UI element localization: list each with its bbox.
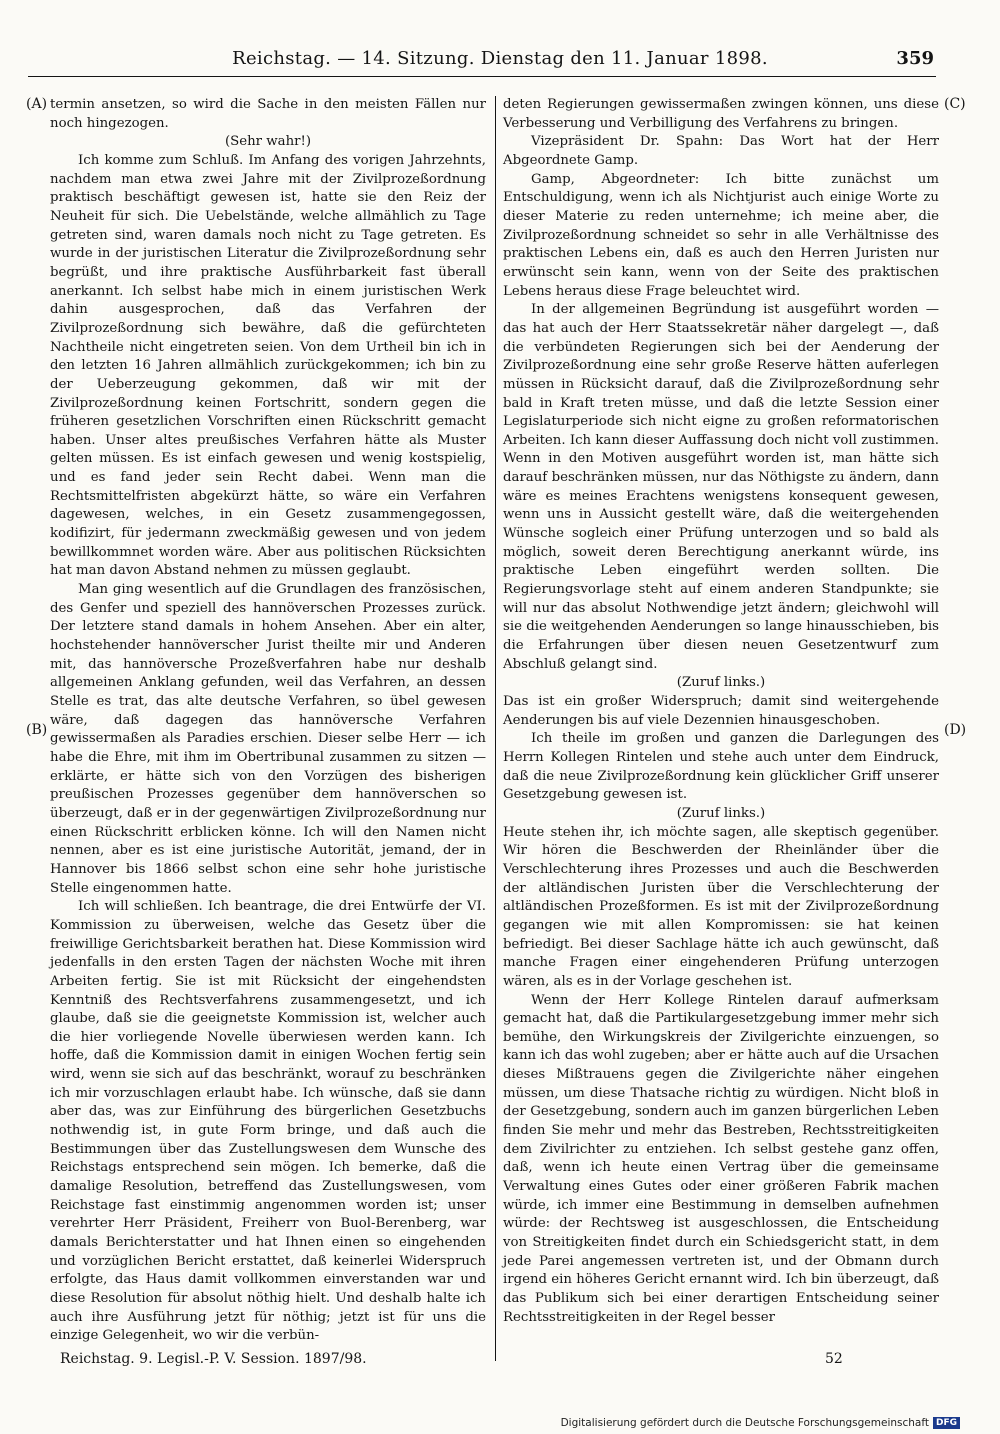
credit-text: Digitalisierung gefördert durch die Deutsche Forschungsgemeinschaft (560, 1417, 929, 1429)
right-column-paragraph: (Zuruf links.) (676, 805, 766, 821)
page-header (0, 44, 1000, 80)
margin-marker-a: (A) (26, 96, 48, 112)
column-divider (495, 96, 496, 1361)
left-column-paragraph: (Sehr wahr!) (224, 134, 312, 150)
margin-marker-d: (D) (944, 722, 967, 738)
right-column-paragraph: (Zuruf links.) (676, 675, 766, 691)
page-number: 359 (896, 48, 934, 69)
right-column-paragraph: Ich theile im großen und ganzen die Darlegungen des Herrn Kollegen Rintelen und stehe auch unter dem Eindruck, daß die neue Zivilprozeßordnung kein glücklicher Griff unserer Gesetzgebung gewesen ist. (503, 731, 939, 803)
left-column (50, 96, 486, 1346)
left-column-paragraph: Ich komme zum Schluß. Im Anfang des vorigen Jahrzehnts, nachdem man etwa zwei Jahre mit der Zivilprozeßordnung praktisch beschäftigt gewesen ist, hatte sie den Reiz der Neuheit für sich. Die Uebelstände, welche allmählich zu Tage getreten sind, waren damals noch nicht zu Tage getreten. Es wurde in der juristischen Literatur die Zivilprozeßordnung sehr begrüßt, und ihre praktische Ausführbarkeit fast überall anerkannt. Ich selbst habe mich in einem juristischen Werk dahin ausgesprochen, daß das Verfahren der Zivilprozeßordnung sich bewähre, daß die gefürchteten Nachtheile nicht eingetreten seien. Von dem Urtheil bin ich in den letzten 16 Jahren allmählich zurückgekommen; ich bin zu der Ueberzeugung gekommen, daß wir mit der Zivilprozeßordnung keinen Fortschritt, sondern gegen die früheren gesetzlichen Vorschriften einen Rückschritt gemacht haben. Unser altes preußisches Verfahren hätte als Muster gelten müssen. Es ist einfach gewesen und wenig kostspielig, und es fand jeder sein Recht dabei. Wenn man die Rechtsmittelfristen abgekürzt hätte, so wäre ein Verfahren dagewesen, welches, in ein Gesetz zusammengegossen, kodifizirt, für jedermann zweckmäßig gewesen und von jedem bewillkommnet worden wäre. Aber aus politischen Rücksichten hat man davon Abstand nehmen zu müssen geglaubt. (50, 152, 486, 579)
left-column-paragraph: Man ging wesentlich auf die Grundlagen des französischen, des Genfer und speziell des hannöverschen Prozesses zurück. Der letztere stand damals in hohem Ansehen. Aber ein alter, hochstehender hannöverscher Jurist theilte mir und Anderen mit, das hannöversche Prozeßverfahren habe nur deshalb allgemeinen Anklang gefunden, weil das Verfahren, an dessen Stelle es trat, das alte deutsche Verfahren, so übel gewesen wäre, daß dagegen das hannöversche Verfahren gewissermaßen als Paradies erschien. Dieser selbe Herr — ich habe die Ehre, mit ihm im Obertribunal zusammen zu sitzen — erklärte, er hätte sich von den Vorzügen des bisherigen preußischen Prozesses gegenüber dem hannöverschen so überzeugt, daß er in der gegenwärtigen Zivilprozeßordnung nur einen Rückschritt erblicken könne. Ich will den Namen nicht nennen, aber es ist eine juristische Autorität, jemand, der in Hannover bis 1866 selbst schon eine sehr hohe juristische Stelle eingenommen hatte. (50, 582, 486, 896)
right-column (503, 96, 939, 1327)
right-column-paragraph: Vizepräsident Dr. Spahn: Das Wort hat der Herr Abgeordnete Gamp. (503, 134, 939, 168)
footer-sheet-number: 52 (825, 1351, 843, 1367)
right-column-paragraph: deten Regierungen gewissermaßen zwingen können, uns diese Verbesserung und Verbilligung des Verfahrens zu bringen. (503, 97, 939, 131)
margin-marker-c: (C) (944, 96, 966, 112)
right-column-paragraph: Wenn der Herr Kollege Rintelen darauf aufmerksam gemacht hat, daß die Partikulargesetzgebung immer mehr sich bemühe, den Wirkungskreis der Zivilgerichte einzuengen, so kann ich das wohl zugeben; aber er hätte auch auf die Ursachen dieses Mißtrauens gegen die Zivilgerichte näher eingehen müssen, um diese Thatsache richtig zu würdigen. Nicht bloß in der Gesetzgebung, sondern auch im ganzen bürgerlichen Leben finden Sie mehr und mehr das Bestreben, Rechtsstreitigkeiten dem Zivilrichter zu entziehen. Ich selbst gestehe ganz offen, daß, wenn ich heute einen Vertrag über die gemeinsame Verwaltung eines Gutes oder einer größeren Fabrik machen würde, ich immer eine Bestimmung in demselben aufnehmen würde: der Rechtsweg ist ausgeschlossen, die Entscheidung von Streitigkeiten findet durch ein Schiedsgericht statt, in dem jede Parei angemessen vertreten ist, und der Obmann durch irgend ein höheres Gericht ernannt wird. Ich bin überzeugt, daß das Publikum sich bei einer derartigen Entscheidung seiner Rechtsstreitigkeiten in der Regel besser (503, 992, 939, 1325)
left-column-paragraph: Ich will schließen. Ich beantrage, die drei Entwürfe der VI. Kommission zu überweisen, welche das Gesetz über die freiwillige Gerichtsbarkeit berathen hat. Diese Kommission wird jedenfalls in den ersten Tagen der nächsten Woche mit ihren Arbeiten fertig. Sie ist mit Rücksicht der eingehendsten Kenntniß des Rechtsverfahrens zusammengesetzt, und ich glaube, daß sie die geeignetste Kommission ist, welcher auch die hier vorliegende Novelle überwiesen werden kann. Ich hoffe, daß die Kommission damit in einigen Wochen fertig sein wird, wenn sie sich auf das beschränkt, worauf zu beschränken ich mir vorzuschlagen erlaubt habe. Ich wünsche, daß sie dann aber das, was zur Einführung des bürgerlichen Gesetzbuchs nothwendig ist, in gute Form bringe, und daß auch die Bestimmungen über das Zustellungswesen dem Wunsche des Reichstags entsprechend sein mögen. Ich bemerke, daß die damalige Resolution, betreffend das Zustellungswesen, vom Reichstage fast einstimmig angenommen worden ist; unser verehrter Herr Präsident, Freiherr von Buol-Berenberg, war damals Berichterstatter und hat Ihnen einen so eingehenden und vorzüglichen Bericht erstattet, daß keinerlei Widerspruch erfolgte, das Haus damit vollkommen einverstanden war und diese Resolution für absolut nöthig hielt. Und deshalb halte ich auch ihre Ausführung jetzt für nöthig; jetzt ist für uns die einzige Gelegenheit, wo wir die verbün- (50, 899, 486, 1344)
left-column-paragraph: termin ansetzen, so wird die Sache in den meisten Fällen nur noch hingezogen. (50, 97, 486, 131)
right-column-paragraph: Gamp, Abgeordneter: Ich bitte zunächst um Entschuldigung, wenn ich als Nichtjurist auch einige Worte zu dieser Materie zu reden unternehme; ich meine aber, die Zivilprozeßordnung schneidet so sehr in alle Verhältnisse des praktischen Lebens ein, daß es auch den Herren Juristen nur erwünscht sein kann, wenn von der Seite des praktischen Lebens heraus diese Frage beleuchtet wird. (503, 171, 939, 299)
right-column-paragraph: Heute stehen ihr, ich möchte sagen, alle skeptisch gegenüber. Wir hören die Beschwerden der Rheinländer über die Verschlechterung ihres Prozesses und auch die Beschwerden der altländischen Juristen über die Verschlechterung der altländischen Prozeßformen. Es ist mit der Zivilprozeßordnung gegangen wie mit allen Kompromissen: sie hat keinen befriedigt. Bei dieser Sachlage hätte ich auch gewünscht, daß manche Fragen einer eingehenderen Prüfung unterzogen wären, als es in der Vorlage geschehen ist. (503, 824, 939, 989)
right-column-paragraph: Das ist ein großer Widerspruch; damit sind weitergehende Aenderungen bis auf viele Dezennien hinausgeschoben. (503, 694, 939, 728)
footer-signature: Reichstag. 9. Legisl.-P. V. Session. 1897/98. (60, 1351, 367, 1367)
running-head: Reichstag. — 14. Sitzung. Dienstag den 11. Januar 1898. (232, 48, 768, 69)
header-rule (28, 76, 936, 77)
margin-marker-b: (B) (26, 722, 48, 738)
right-column-paragraph: In der allgemeinen Begründung ist ausgeführt worden — das hat auch der Herr Staatssekretär näher dargelegt —, daß die verbündeten Regierungen sich bei der Aenderung der Zivilprozeßordnung eine sehr große Reserve hätten auferlegen müssen in Rücksicht darauf, daß die Zivilprozeßordnung sehr bald in Kraft treten müsse, und daß die letzte Session einer Legislaturperiode sich nicht eigne zu großen reformatorischen Arbeiten. Ich kann dieser Auffassung doch nicht voll zustimmen. Wenn in den Motiven ausgeführt worden ist, man hätte sich darauf beschränken müssen, nur das Nöthigste zu ändern, dann wäre es meines Erachtens wenigstens konsequent gewesen, wenn uns in Aussicht gestellt wäre, daß die weitergehenden Wünsche sogleich einer Prüfung unterzogen und so bald als möglich, soweit deren Berechtigung anerkannt würde, ins praktische Leben eingeführt werden sollten. Die Regierungsvorlage steht auf einem anderen Standpunkte; sie will nur das absolut Nothwendige jetzt ändern; gleichwohl will sie die weitgehenden Aenderungen so lange hinausschieben, bis die Erfahrungen über diesen neuen Gesetzentwurf zum Abschluß gelangt sind. (503, 302, 939, 672)
dfg-logo: DFG (933, 1417, 960, 1429)
digitization-credit (561, 1414, 960, 1432)
